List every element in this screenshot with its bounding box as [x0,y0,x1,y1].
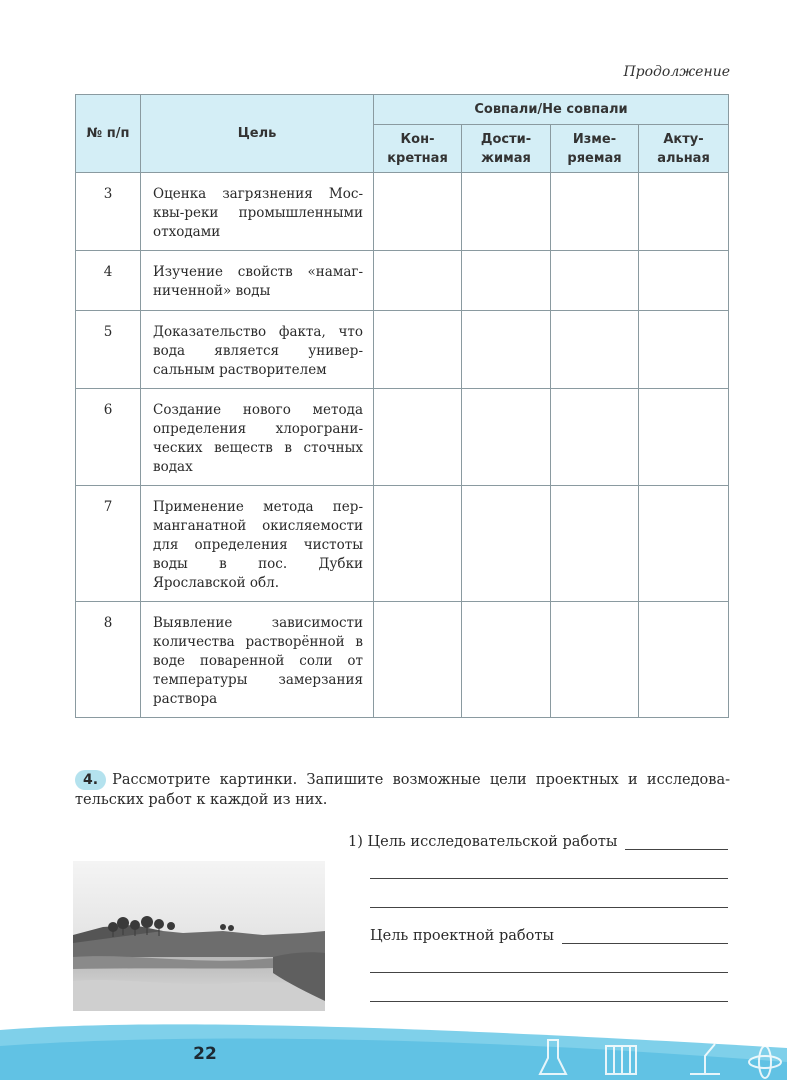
page-number: 22 [193,1044,217,1064]
header-actual: Акту- альная [639,125,729,173]
table-row [76,602,729,718]
header-num: № п/п [76,95,141,173]
cell-achievable[interactable] [462,251,551,311]
cell-concrete[interactable] [374,389,462,486]
footer-wave [0,1018,787,1080]
project-goal-line[interactable] [562,929,728,944]
row-number: 5 [76,311,141,389]
cell-actual[interactable] [639,389,729,486]
project-goal-label: Цель проектной работы [370,928,554,944]
cell-achievable[interactable] [462,173,551,251]
cell-concrete[interactable] [374,602,462,718]
cell-concrete[interactable] [374,251,462,311]
cell-actual[interactable] [639,486,729,602]
cell-concrete[interactable] [374,311,462,389]
cell-actual[interactable] [639,311,729,389]
cell-measurable[interactable] [551,389,639,486]
row-goal: Выявление зависимости количества растворённой в воде поваренной соли от температуры замерзания раствора [141,602,374,718]
cell-measurable[interactable] [551,173,639,251]
header-match-group: Совпали/Не совпали [374,95,729,125]
answer-area [348,828,728,1002]
cell-achievable[interactable] [462,486,551,602]
row-number: 4 [76,251,141,311]
table-row [76,251,729,311]
header-goal: Цель [141,95,374,173]
cell-concrete[interactable] [374,173,462,251]
cell-measurable[interactable] [551,311,639,389]
header-concrete: Кон- кретная [374,125,462,173]
research-goal-label: 1) Цель исследовательской работы [348,834,618,850]
cell-measurable[interactable] [551,486,639,602]
answer-line[interactable] [370,850,728,879]
row-goal: Создание нового метода определения хлорогранических веществ в сточных водах [141,389,374,486]
task-number-badge: 4. [75,770,106,790]
goals-table [75,94,729,718]
task-text: Рассмотрите картинки. Запишите возможные цели проектных и исследовательских работ к каждой из них. [75,772,730,808]
row-number: 7 [76,486,141,602]
table-row [76,389,729,486]
table-row [76,311,729,389]
cell-measurable[interactable] [551,602,639,718]
cell-actual[interactable] [639,251,729,311]
cell-achievable[interactable] [462,389,551,486]
cell-achievable[interactable] [462,311,551,389]
row-number: 8 [76,602,141,718]
row-goal: Изучение свойств «намагниченной» воды [141,251,374,311]
row-goal: Оценка загрязнения Москвы-реки промышленными отходами [141,173,374,251]
header-achievable: Дости- жимая [462,125,551,173]
answer-line[interactable] [370,879,728,908]
answer-line[interactable] [370,944,728,973]
cell-achievable[interactable] [462,602,551,718]
research-goal-line[interactable] [625,835,728,850]
cell-actual[interactable] [639,602,729,718]
row-goal: Доказательство факта, что вода является универсальным растворителем [141,311,374,389]
lake-landscape-photo [73,861,325,1011]
answer-line[interactable] [370,973,728,1002]
table-row [76,486,729,602]
cell-actual[interactable] [639,173,729,251]
header-measurable: Изме- ряемая [551,125,639,173]
table-row [76,173,729,251]
row-number: 6 [76,389,141,486]
task-4 [75,770,730,810]
row-number: 3 [76,173,141,251]
cell-measurable[interactable] [551,251,639,311]
continuation-label: Продолжение [623,64,730,80]
row-goal: Применение метода перманганатной окисляемости для определения чистоты воды в пос. Дубки Ярославской обл. [141,486,374,602]
cell-concrete[interactable] [374,486,462,602]
